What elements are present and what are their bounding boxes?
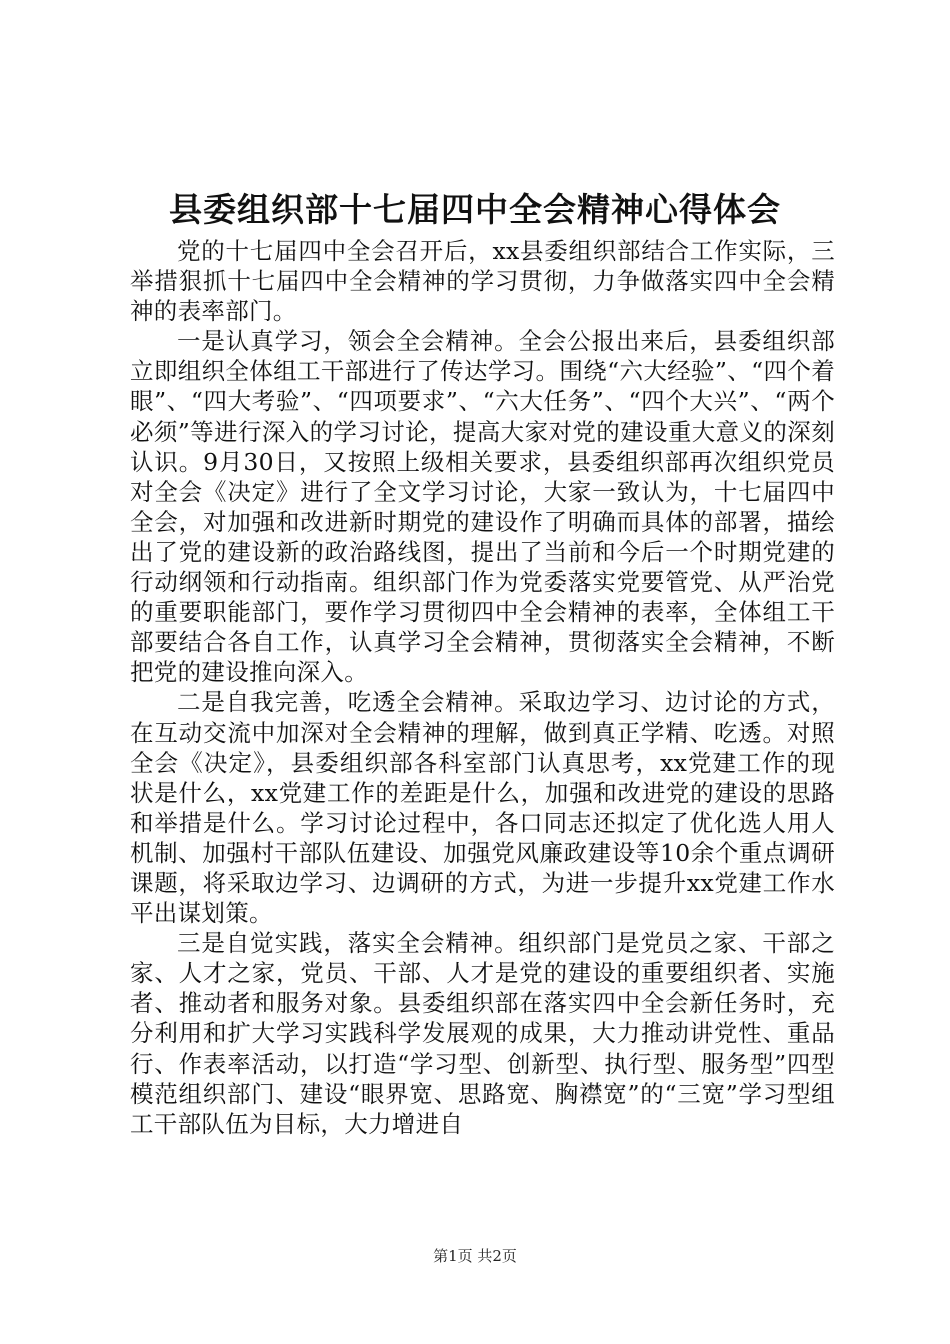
- page-indicator: 第1页 共2页: [433, 1247, 517, 1265]
- paragraph-practice: 三是自觉实践，落实全会精神。组织部门是党员之家、干部之家、人才之家，党员、干部、人才是党的建设的重要组织者、实施者、推动者和服务对象。县委组织部在落实四中全会新任务时，充分利用和扩大学习实践科学发展观的成果，大力推动讲党性、重品行、作表率活动，以打造“学习型、创新型、执行型、服务型”四型模范组织部门、建设“眼界宽、思路宽、胸襟宽”的“三宽”学习型组工干部队伍为目标，大力增进自: [130, 929, 835, 1138]
- paragraph-intro: 党的十七届四中全会召开后，xx县委组织部结合工作实际，三举措狠抓十七届四中全会精神的学习贯彻，力争做落实四中全会精神的表率部门。: [130, 237, 835, 326]
- document-title: 县委组织部十七届四中全会精神心得体会: [169, 190, 781, 229]
- page-footer: [0, 1246, 950, 1266]
- paragraph-self-improvement: 二是自我完善，吃透全会精神。采取边学习、边讨论的方式，在互动交流中加深对全会精神的理解，做到真正学精、吃透。对照全会《决定》，县委组织部各科室部门认真思考，xx党建工作的现状是什么，xx党建工作的差距是什么，加强和改进党的建设的思路和举措是什么。学习讨论过程中，各口同志还拟定了优化选人用人机制、加强村干部队伍建设、加强党风廉政建设等10余个重点调研课题，将采取边学习、边调研的方式，为进一步提升xx党建工作水平出谋划策。: [130, 688, 835, 928]
- document-body: [130, 236, 835, 1139]
- paragraph-study: 一是认真学习，领会全会精神。全会公报出来后，县委组织部立即组织全体组工干部进行了传达学习。围绕“六大经验”、“四个着眼”、“四大考验”、“四项要求”、“六大任务”、“四个大兴”、“两个必须”等进行深入的学习讨论，提高大家对党的建设重大意义的深刻认识。9月30日，又按照上级相关要求，县委组织部再次组织党员对全会《决定》进行了全文学习讨论，大家一致认为，十七届四中全会，对加强和改进新时期党的建设作了明确而具体的部署，描绘出了党的建设新的政治路线图，提出了当前和今后一个时期党建的行动纲领和行动指南。组织部门作为党委落实党要管党、从严治党的重要职能部门，要作学习贯彻四中全会精神的表率，全体组工干部要结合各自工作，认真学习全会精神，贯彻落实全会精神，不断把党的建设推向深入。: [130, 327, 835, 687]
